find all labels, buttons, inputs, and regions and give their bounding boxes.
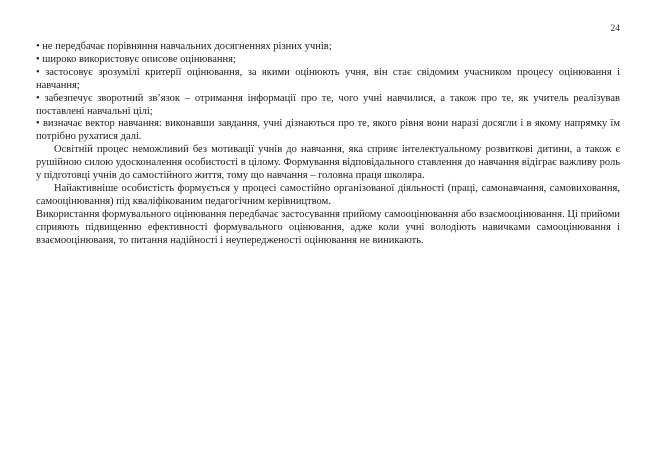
bullet-item-descriptive-assessment: • широко використовує описове оцінювання;	[36, 53, 236, 65]
bullet-item-learning-vector: • визначає вектор навчання: виконавши завдання, учні дізнаються про те, якого рівня вони наразі досягли і в якому напрямку їм потрібно рухатися далі.	[36, 118, 620, 143]
bullet-item-no-comparison: • не передбачає порівняння навчальних досягненнях різних учнів;	[36, 41, 332, 52]
paragraph-personality-formation: Найактивніше особистість формується у процесі самостійно організованої діяльності (праці, самонавчання, самовиховання, самооцінювання) під кваліфікованим педагогічним керівництвом.	[36, 182, 620, 207]
paragraph-educational-process: Освітній процес неможливий без мотивації учнів до навчання, яка сприяє інтелектуальному розвиткові дитини, а також є рушійною силою удосконалення особистості в цілому. Формування відповідального ставлення до навчання відіграє важливу роль у підготовці учнів до самостійного життя, тому що навчання – головна праця школяра.	[36, 144, 620, 182]
document-body	[36, 41, 620, 248]
bullet-item-feedback: • забезпечує зворотний зв’язок – отримання інформації про те, чого учні навчилися, а також про те, як учитель реалізував поставлені навчальні цілі;	[36, 92, 620, 117]
paragraph-formative-assessment-use: Використання формувального оцінювання передбачає застосування прийому самооцінювання або взаємооцінювання. Ці прийоми сприяють підвищенню ефективності формувального оцінювання, адже коли учні володіють навичками самооцінювання і взаємооцінюваня, то питання надійності і неупередженості оцінювання не виникають.	[36, 208, 620, 246]
bullet-item-clear-criteria: • застосовує зрозумілі критерії оцінювання, за якими оцінюють учня, він стає свідомим учасником процесу оцінювання і навчання;	[36, 66, 620, 91]
page-number: 24	[610, 24, 620, 34]
